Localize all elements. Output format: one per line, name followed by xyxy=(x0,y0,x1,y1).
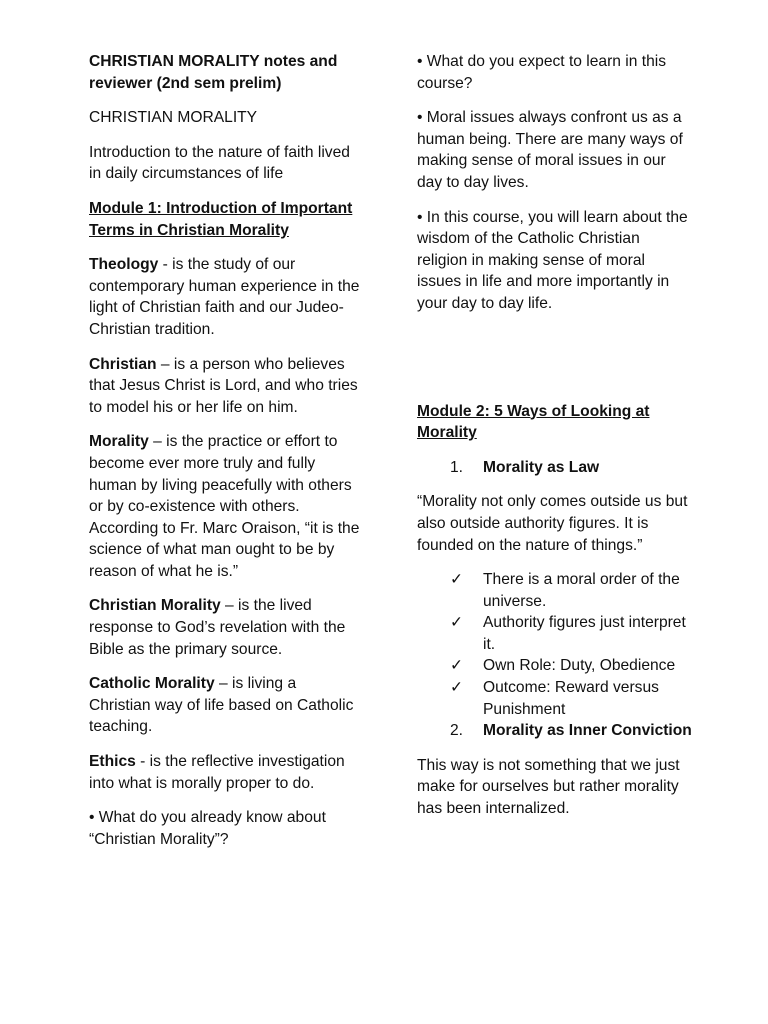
checklist-item xyxy=(417,612,693,655)
module1-heading: Module 1: Introduction of Important Terms in Christian Morality xyxy=(89,199,353,239)
term-ethics xyxy=(89,751,361,794)
term-christian xyxy=(89,354,361,419)
term-definition: - is the study of our contemporary human experience in the light of Christian faith and our Judeo-Christian tradition. xyxy=(89,256,360,338)
checkmark-icon: ✓ xyxy=(450,571,464,589)
document-title: CHRISTIAN MORALITY notes and reviewer (2nd sem prelim) xyxy=(89,53,338,92)
term-definition: – is the practice or effort to become ever more truly and fully human by living peacefully with others or by co-existence with others. According to Fr. Marc Oraison, “it is the science of what man ought to be by reason of what he is.” xyxy=(89,433,360,580)
term-theology xyxy=(89,254,361,340)
checklist-item xyxy=(417,655,693,677)
term-definition: – is living a Christian way of life based on Catholic teaching. xyxy=(89,675,354,736)
list-item-label: Morality as Law xyxy=(483,458,600,476)
morality-law-quote: “Morality not only comes outside us but also outside authority figures. It is founded on the nature of things.” xyxy=(417,493,688,554)
term-label: Christian xyxy=(89,355,157,373)
bullet-course-learn: • In this course, you will learn about the wisdom of the Catholic Christian religion in making sense of moral issues in life and more importantly in your day to day life. xyxy=(417,208,688,312)
checkmark-icon: ✓ xyxy=(450,657,464,675)
checklist-text: Outcome: Reward versus Punishment xyxy=(483,679,659,718)
checkmark-icon: ✓ xyxy=(450,679,464,697)
term-label: Theology xyxy=(89,256,159,274)
term-catholic-morality xyxy=(89,673,361,738)
list-item-morality-inner-conviction xyxy=(417,720,693,742)
right-column xyxy=(417,51,693,833)
inner-conviction-text: This way is not something that we just make for ourselves but rather morality has been internalized. xyxy=(417,756,680,818)
term-label: Christian Morality xyxy=(89,597,221,615)
term-definition: – is a person who believes that Jesus Christ is Lord, and who tries to model his or her life on him. xyxy=(89,355,358,416)
checklist-item xyxy=(417,569,693,612)
left-column xyxy=(89,51,361,863)
question-already-know: • What do you already know about “Christian Morality”? xyxy=(89,809,326,848)
checklist xyxy=(417,569,693,720)
checkmark-icon: ✓ xyxy=(450,614,464,632)
checklist-text: Authority figures just interpret it. xyxy=(483,614,686,653)
term-label: Catholic Morality xyxy=(89,675,215,693)
term-label: Ethics xyxy=(89,753,136,771)
bullet-expect-learn: • What do you expect to learn in this course? xyxy=(417,53,667,92)
module2-heading: Module 2: 5 Ways of Looking at Morality xyxy=(417,402,650,442)
list-number: 2. xyxy=(450,722,464,740)
document-subtitle: CHRISTIAN MORALITY xyxy=(89,109,258,127)
term-definition: – is the lived response to God’s revelation with the Bible as the primary source. xyxy=(89,597,346,658)
term-morality xyxy=(89,431,361,582)
checklist-text: Own Role: Duty, Obedience xyxy=(483,657,676,675)
intro-text: Introduction to the nature of faith lived in daily circumstances of life xyxy=(89,143,350,183)
term-christian-morality xyxy=(89,595,361,660)
checklist-text: There is a moral order of the universe. xyxy=(483,571,680,610)
spacer xyxy=(417,328,693,401)
list-item-morality-as-law xyxy=(417,457,693,479)
checklist-item xyxy=(417,677,693,720)
term-definition: - is the reflective investigation into what is morally proper to do. xyxy=(89,753,345,792)
term-label: Morality xyxy=(89,433,149,451)
list-number: 1. xyxy=(450,458,464,476)
bullet-moral-issues: • Moral issues always confront us as a human being. There are many ways of making sense of moral issues in our day to day lives. xyxy=(417,109,683,191)
list-item-label: Morality as Inner Conviction xyxy=(483,722,692,740)
